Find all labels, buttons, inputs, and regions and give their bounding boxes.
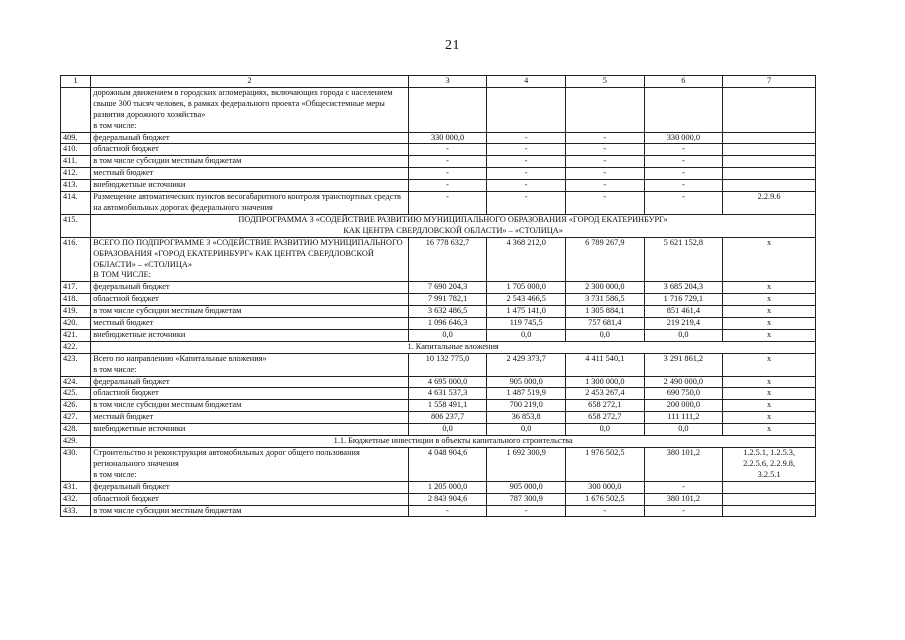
table-row	[61, 132, 816, 144]
row-number: 427.	[61, 412, 91, 424]
row-number: 428.	[61, 424, 91, 436]
value-col5: 757 681,4	[565, 318, 644, 330]
value-col4	[487, 87, 566, 132]
target-code: х	[723, 388, 816, 400]
row-name: ВСЕГО ПО ПОДПРОГРАММЕ 3 «СОДЕЙСТВИЕ РАЗВИТИЮ МУНИЦИПАЛЬНОГО ОБРАЗОВАНИЯ «ГОРОД ЕКАТЕРИНБУРГ» КАК ЦЕНТРА СВЕРДЛОВСКОЙ ОБЛАСТИ» – «СТОЛИЦА» В ТОМ ЧИСЛЕ:	[91, 237, 409, 282]
table-row	[61, 400, 816, 412]
value-total: 10 132 775,0	[408, 353, 487, 376]
value-col5: 1 300 000,0	[565, 376, 644, 388]
row-number: 422.	[61, 341, 91, 353]
header-cell: 1	[61, 76, 91, 88]
row-name: федеральный бюджет	[91, 282, 409, 294]
value-col6: -	[644, 144, 723, 156]
value-total: 1 558 491,1	[408, 400, 487, 412]
target-code: х	[723, 412, 816, 424]
value-col5: 6 789 267,9	[565, 237, 644, 282]
value-total: -	[408, 144, 487, 156]
value-total: 7 690 204,3	[408, 282, 487, 294]
value-total: 4 048 904,6	[408, 448, 487, 482]
row-number: 429.	[61, 436, 91, 448]
row-number: 415.	[61, 214, 91, 237]
value-col4: 0,0	[487, 329, 566, 341]
header-cell: 2	[91, 76, 409, 88]
value-col4: 1 487 519,9	[487, 388, 566, 400]
value-col5: 1 976 502,5	[565, 448, 644, 482]
value-col4: -	[487, 156, 566, 168]
row-name: областной бюджет	[91, 493, 409, 505]
row-name: местный бюджет	[91, 318, 409, 330]
row-number: 424.	[61, 376, 91, 388]
row-number: 430.	[61, 448, 91, 482]
row-number: 423.	[61, 353, 91, 376]
row-name: федеральный бюджет	[91, 132, 409, 144]
value-total: 0,0	[408, 424, 487, 436]
row-number: 409.	[61, 132, 91, 144]
target-code: 2.2.9.6	[723, 192, 816, 215]
value-col6: -	[644, 180, 723, 192]
row-name: Всего по направлению «Капитальные вложения» в том числе:	[91, 353, 409, 376]
table-row	[61, 156, 816, 168]
value-col4: 0,0	[487, 424, 566, 436]
value-total: -	[408, 168, 487, 180]
value-col4: 905 000,0	[487, 376, 566, 388]
row-name: внебюджетные источники	[91, 424, 409, 436]
value-col4: 119 745,5	[487, 318, 566, 330]
row-number: 418.	[61, 294, 91, 306]
budget-table	[60, 75, 816, 517]
value-col6: -	[644, 156, 723, 168]
row-number: 414.	[61, 192, 91, 215]
row-name: областной бюджет	[91, 294, 409, 306]
row-number: 416.	[61, 237, 91, 282]
table-row	[61, 282, 816, 294]
row-name: федеральный бюджет	[91, 376, 409, 388]
row-number: 426.	[61, 400, 91, 412]
row-name: местный бюджет	[91, 168, 409, 180]
row-name: в том числе субсидии местным бюджетам	[91, 306, 409, 318]
row-name: в том числе субсидии местным бюджетам	[91, 400, 409, 412]
value-total: -	[408, 156, 487, 168]
value-col4: 1 475 141,0	[487, 306, 566, 318]
page-number: 21	[445, 38, 460, 53]
table-row	[61, 306, 816, 318]
target-code	[723, 493, 816, 505]
target-code	[723, 156, 816, 168]
row-number: 417.	[61, 282, 91, 294]
row-number: 419.	[61, 306, 91, 318]
value-total: 806 237,7	[408, 412, 487, 424]
row-name: Строительство и реконструкция автомобильных дорог общего пользования регионального значения в том числе:	[91, 448, 409, 482]
table-row	[61, 376, 816, 388]
value-col5: 658 272,7	[565, 412, 644, 424]
table-row	[61, 87, 816, 132]
value-col4: -	[487, 132, 566, 144]
value-col5: -	[565, 505, 644, 517]
value-total: 7 991 782,1	[408, 294, 487, 306]
row-number: 425.	[61, 388, 91, 400]
target-code: 1.2.5.1, 1.2.5.3, 2.2.5.6, 2.2.9.8, 3.2.5.1	[723, 448, 816, 482]
value-col6: 330 000,0	[644, 132, 723, 144]
value-col6: -	[644, 481, 723, 493]
target-code: х	[723, 376, 816, 388]
value-col5: -	[565, 192, 644, 215]
table-row	[61, 237, 816, 282]
header-cell: 3	[408, 76, 487, 88]
value-total: 2 843 904,6	[408, 493, 487, 505]
value-col5: -	[565, 144, 644, 156]
target-code	[723, 87, 816, 132]
target-code: х	[723, 329, 816, 341]
table-row	[61, 388, 816, 400]
value-col4: 2 429 373,7	[487, 353, 566, 376]
row-name: внебюджетные источники	[91, 180, 409, 192]
row-number: 412.	[61, 168, 91, 180]
target-code	[723, 180, 816, 192]
target-code: х	[723, 306, 816, 318]
value-col4: 2 543 466,5	[487, 294, 566, 306]
header-cell: 6	[644, 76, 723, 88]
target-code: х	[723, 237, 816, 282]
value-col6: 5 621 152,8	[644, 237, 723, 282]
table-row	[61, 318, 816, 330]
value-col4: -	[487, 505, 566, 517]
target-code	[723, 132, 816, 144]
value-col4: 36 853,8	[487, 412, 566, 424]
row-name: областной бюджет	[91, 144, 409, 156]
value-col6: 851 461,4	[644, 306, 723, 318]
row-name: Размещение автоматических пунктов весогабаритного контроля транспортных средств на автомобильных дорогах федерального значения	[91, 192, 409, 215]
value-col5: 658 272,1	[565, 400, 644, 412]
table-row	[61, 481, 816, 493]
value-col4: -	[487, 144, 566, 156]
value-total: 16 778 632,7	[408, 237, 487, 282]
table-body	[61, 76, 816, 517]
row-number: 421.	[61, 329, 91, 341]
table-row	[61, 448, 816, 482]
value-col6: 690 750,0	[644, 388, 723, 400]
value-col5: 3 731 586,5	[565, 294, 644, 306]
section-row	[61, 436, 816, 448]
value-col6: 0,0	[644, 424, 723, 436]
row-name: внебюджетные источники	[91, 329, 409, 341]
value-col6: 200 000,0	[644, 400, 723, 412]
row-number: 433.	[61, 505, 91, 517]
table-header-row	[61, 76, 816, 88]
row-name: областной бюджет	[91, 388, 409, 400]
table-row	[61, 144, 816, 156]
row-name: в том числе субсидии местным бюджетам	[91, 505, 409, 517]
value-total: 330 000,0	[408, 132, 487, 144]
value-col4: -	[487, 192, 566, 215]
value-total: -	[408, 505, 487, 517]
value-col4: 700 219,0	[487, 400, 566, 412]
value-total: 1 096 646,3	[408, 318, 487, 330]
section-row	[61, 341, 816, 353]
table-row	[61, 353, 816, 376]
value-total: -	[408, 192, 487, 215]
row-number: 431.	[61, 481, 91, 493]
table-row	[61, 424, 816, 436]
value-col4: 1 705 000,0	[487, 282, 566, 294]
value-total: 1 205 000,0	[408, 481, 487, 493]
row-number: 413.	[61, 180, 91, 192]
value-col6: 380 101,2	[644, 448, 723, 482]
table-row	[61, 329, 816, 341]
value-col5: -	[565, 180, 644, 192]
value-total: 3 632 486,5	[408, 306, 487, 318]
value-total: 0,0	[408, 329, 487, 341]
value-col5: 300 000,0	[565, 481, 644, 493]
header-cell: 7	[723, 76, 816, 88]
value-col5: -	[565, 132, 644, 144]
table-row	[61, 412, 816, 424]
target-code	[723, 168, 816, 180]
value-col6: -	[644, 505, 723, 517]
value-col4: -	[487, 168, 566, 180]
table-row	[61, 168, 816, 180]
value-total: 4 695 000,0	[408, 376, 487, 388]
value-col4: 1 692 300,9	[487, 448, 566, 482]
value-col4: 787 300,9	[487, 493, 566, 505]
value-col6: 1 716 729,1	[644, 294, 723, 306]
section-row	[61, 214, 816, 237]
value-col5	[565, 87, 644, 132]
value-col5: 1 676 502,5	[565, 493, 644, 505]
value-col6: -	[644, 192, 723, 215]
value-col4: -	[487, 180, 566, 192]
target-code: х	[723, 353, 816, 376]
target-code: х	[723, 294, 816, 306]
target-code	[723, 505, 816, 517]
section-title: 1.1. Бюджетные инвестиции в объекты капитального строительства	[91, 436, 816, 448]
value-col5: 0,0	[565, 329, 644, 341]
row-number: 410.	[61, 144, 91, 156]
target-code	[723, 144, 816, 156]
row-name: в том числе субсидии местным бюджетам	[91, 156, 409, 168]
value-col5: 1 305 884,1	[565, 306, 644, 318]
section-title: 1. Капитальные вложения	[91, 341, 816, 353]
row-name: дорожным движением в городских агломерациях, включающих города с населением свыше 300 тысяч человек, в рамках федерального проекта «Общесистемные меры развития дорожного хозяйства» в том числе:	[91, 87, 409, 132]
value-col5: 0,0	[565, 424, 644, 436]
table-row	[61, 505, 816, 517]
row-name: федеральный бюджет	[91, 481, 409, 493]
value-col4: 905 000,0	[487, 481, 566, 493]
value-col5: 2 453 267,4	[565, 388, 644, 400]
target-code: х	[723, 282, 816, 294]
value-col5: 2 300 000,0	[565, 282, 644, 294]
value-col6: 0,0	[644, 329, 723, 341]
target-code	[723, 481, 816, 493]
value-col6: -	[644, 168, 723, 180]
value-col6: 3 685 204,3	[644, 282, 723, 294]
row-number: 432.	[61, 493, 91, 505]
row-name: местный бюджет	[91, 412, 409, 424]
table-row	[61, 493, 816, 505]
value-total: 4 631 537,3	[408, 388, 487, 400]
value-total	[408, 87, 487, 132]
table-row	[61, 294, 816, 306]
header-cell: 4	[487, 76, 566, 88]
table-row	[61, 192, 816, 215]
value-col6: 219 219,4	[644, 318, 723, 330]
value-col4: 4 368 212,0	[487, 237, 566, 282]
table-row	[61, 180, 816, 192]
value-col6	[644, 87, 723, 132]
value-col6: 380 101,2	[644, 493, 723, 505]
row-number: 411.	[61, 156, 91, 168]
value-col6: 3 291 861,2	[644, 353, 723, 376]
row-number: 420.	[61, 318, 91, 330]
value-col5: -	[565, 168, 644, 180]
section-title: ПОДПРОГРАММА 3 «СОДЕЙСТВИЕ РАЗВИТИЮ МУНИЦИПАЛЬНОГО ОБРАЗОВАНИЯ «ГОРОД ЕКАТЕРИНБУРГ» КАК ЦЕНТРА СВЕРДЛОВСКОЙ ОБЛАСТИ» – «СТОЛИЦА»	[91, 214, 816, 237]
value-col6: 111 111,2	[644, 412, 723, 424]
target-code: х	[723, 400, 816, 412]
target-code: х	[723, 424, 816, 436]
value-col5: -	[565, 156, 644, 168]
header-cell: 5	[565, 76, 644, 88]
target-code: х	[723, 318, 816, 330]
value-total: -	[408, 180, 487, 192]
value-col5: 4 411 540,1	[565, 353, 644, 376]
value-col6: 2 490 000,0	[644, 376, 723, 388]
row-number	[61, 87, 91, 132]
